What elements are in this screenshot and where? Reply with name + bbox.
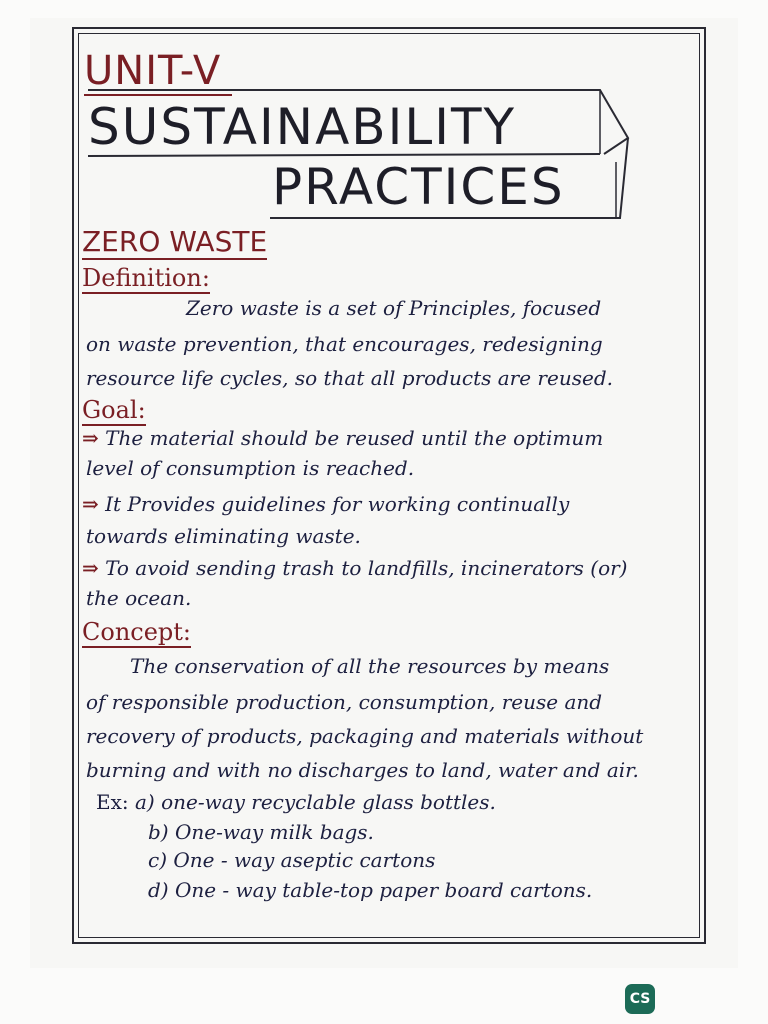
camscanner-logo: CS bbox=[625, 984, 655, 1014]
arrow-icon: ⇒ bbox=[82, 426, 99, 450]
goal-bullet-text: To avoid sending trash to landfills, incinerators (or) bbox=[105, 556, 628, 580]
concept-line: burning and with no discharges to land, water and air. bbox=[86, 758, 639, 782]
goal-bullet-continuation: towards eliminating waste. bbox=[86, 524, 361, 548]
concept-line: The conservation of all the resources by means bbox=[130, 654, 610, 678]
definition-line: Zero waste is a set of Principles, focused bbox=[186, 296, 602, 320]
goal-bullet-continuation: level of consumption is reached. bbox=[86, 456, 415, 480]
example-item: c) One - way aseptic cartons bbox=[148, 848, 436, 872]
concept-line: recovery of products, packaging and materials without bbox=[86, 724, 644, 748]
section-title: ZERO WASTE bbox=[82, 225, 268, 258]
example-item: d) One - way table-top paper board cartons. bbox=[148, 878, 593, 902]
example-text: a) one-way recyclable glass bottles. bbox=[134, 790, 496, 814]
arrow-icon: ⇒ bbox=[82, 556, 99, 580]
goal-bullet bbox=[82, 492, 694, 516]
title-line-2: PRACTICES bbox=[272, 158, 565, 216]
examples-label: Ex: bbox=[96, 790, 129, 814]
example-item bbox=[96, 790, 708, 814]
goal-bullet-continuation: the ocean. bbox=[86, 586, 192, 610]
goal-heading: Goal: bbox=[82, 396, 146, 424]
concept-line: of responsible production, consumption, reuse and bbox=[86, 690, 603, 714]
example-item: b) One-way milk bags. bbox=[148, 820, 374, 844]
title-line-1: SUSTAINABILITY bbox=[88, 98, 517, 156]
definition-line: on waste prevention, that encourages, redesigning bbox=[86, 332, 603, 356]
unit-title: UNIT-V bbox=[84, 48, 222, 94]
goal-bullet bbox=[82, 426, 694, 450]
arrow-icon: ⇒ bbox=[82, 492, 99, 516]
definition-line: resource life cycles, so that all products are reused. bbox=[86, 366, 613, 390]
definition-heading: Definition: bbox=[82, 264, 210, 292]
goal-bullet-text: It Provides guidelines for working continually bbox=[105, 492, 570, 516]
concept-heading: Concept: bbox=[82, 618, 192, 646]
goal-bullet-text: The material should be reused until the optimum bbox=[105, 426, 604, 450]
goal-bullet bbox=[82, 556, 694, 580]
